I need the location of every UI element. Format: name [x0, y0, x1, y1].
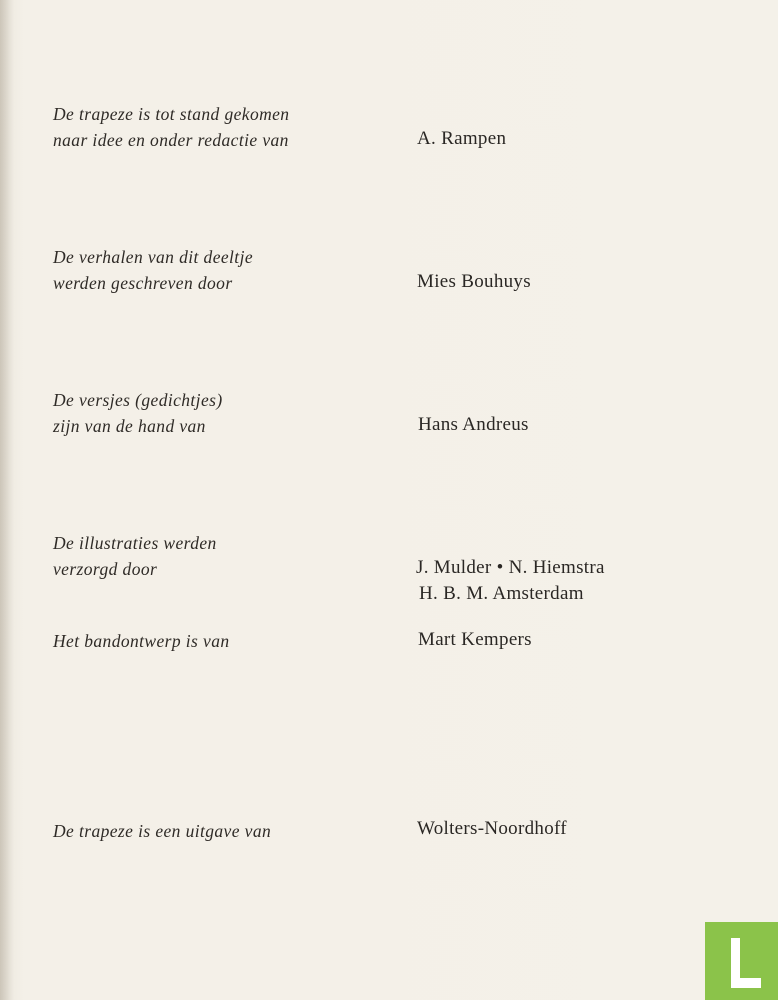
- credit-publisher-label: De trapeze is een uitgave van: [53, 821, 272, 841]
- credit-poems-label-line-2: zijn van de hand van: [53, 416, 206, 436]
- credit-stories-label-line-2: werden geschreven door: [53, 273, 233, 293]
- credit-illustrations-label-line-1: De illustraties werden: [53, 533, 217, 553]
- credit-cover-design-label: Het bandontwerp is van: [53, 631, 230, 651]
- watermark-l-icon: [731, 938, 761, 988]
- credit-illustrations-value-line-1: J. Mulder • N. Hiemstra: [416, 557, 605, 578]
- watermark-logo: [705, 922, 778, 1000]
- credit-illustrations-value-line-2: H. B. M. Amsterdam: [419, 583, 584, 604]
- credit-concept-label-line-2: naar idee en onder redactie van: [53, 130, 289, 150]
- credit-cover-design-value: Mart Kempers: [418, 629, 532, 650]
- credit-concept-value: A. Rampen: [417, 128, 507, 149]
- page-gutter-shadow: [0, 0, 14, 1000]
- credit-illustrations-label-line-2: verzorgd door: [53, 559, 158, 579]
- credit-stories-value: Mies Bouhuys: [417, 271, 531, 292]
- credit-poems-value: Hans Andreus: [418, 414, 529, 435]
- credit-poems-label-line-1: De versjes (gedichtjes): [53, 390, 223, 410]
- credit-concept-label-line-1: De trapeze is tot stand gekomen: [53, 104, 290, 124]
- credit-publisher-value: Wolters-Noordhoff: [417, 818, 567, 839]
- credit-stories-label-line-1: De verhalen van dit deeltje: [53, 247, 253, 267]
